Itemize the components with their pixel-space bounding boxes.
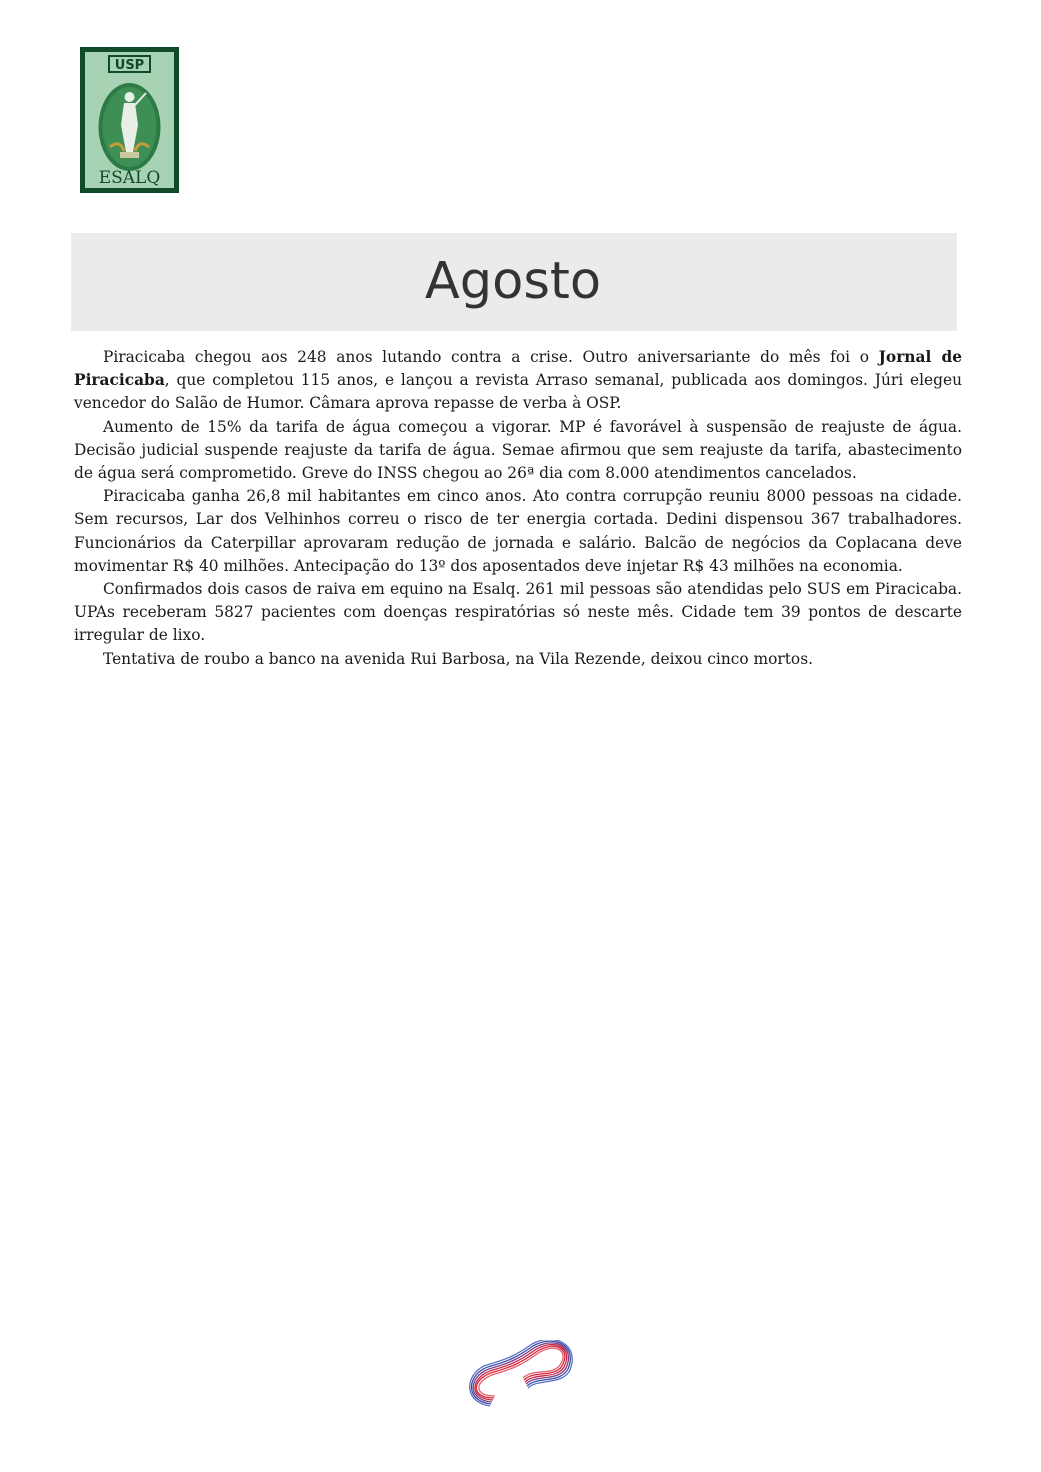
logo-bottom-text: ESALQ xyxy=(98,168,161,188)
page-title: Agosto xyxy=(424,252,602,311)
paragraph: Aumento de 15% da tarifa de água começou a vigorar. MP é favorável à suspensão de reajuste de água. Decisão judicial suspende reajuste da tarifa de água. Semae afirmou que sem reajuste da tarifa, abastecimento de água será comprometido. Greve do INSS chegou ao 26ª dia com 8.000 atendimentos cancelados. xyxy=(74,417,962,483)
newspaper-name: Jornal de Piracicaba xyxy=(74,348,962,390)
paragraph: Piracicaba ganha 26,8 mil habitantes em cinco anos. Ato contra corrupção reuniu 8000 pessoas na cidade. Sem recursos, Lar dos Velhinhos correu o risco de ter energia cortada. Dedini dispensou 367 trabalhadores. Funcionários da Caterpillar aprovaram redução de jornada e salário. Balcão de negócios da Coplacana deve movimentar R$ 40 milhões. Antecipação do 13º dos aposentados deve injetar R$ 43 milhões na economia. xyxy=(74,487,962,575)
logo-top-text: USP xyxy=(114,58,145,73)
paragraph xyxy=(74,346,962,416)
paragraph-text: , que completou 115 anos, e lançou a revista Arraso semanal, publicada aos domingos. Júri elegeu vencedor do Salão de Humor. Câmara aprova repasse de verba à OSP. xyxy=(74,371,962,413)
esalq-logo xyxy=(80,47,179,193)
paragraph: Confirmados dois casos de raiva em equino na Esalq. 261 mil pessoas são atendidas pelo SUS em Piracicaba. UPAs receberam 5827 pacientes com doenças respiratórias só neste mês. Cidade tem 39 pontos de descarte irregular de lixo. xyxy=(74,580,962,645)
paragraph-text: Piracicaba chegou aos 248 anos lutando contra a crise. Outro aniversariante do mês foi o xyxy=(103,348,879,366)
article-body xyxy=(74,346,962,671)
paragraph: Tentativa de roubo a banco na avenida Rui Barbosa, na Vila Rezende, deixou cinco mortos. xyxy=(103,649,813,668)
footer-swirl-logo xyxy=(464,1340,574,1410)
